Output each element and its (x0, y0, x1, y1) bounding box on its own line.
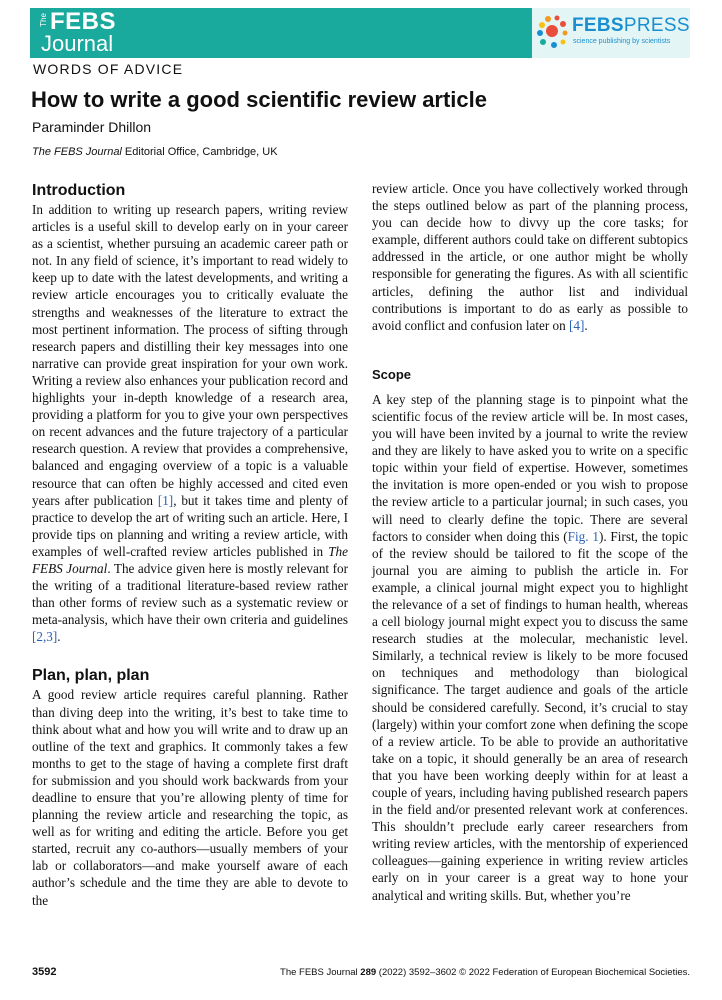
journal-logo-febs: FEBS (50, 8, 117, 35)
febs-press-tagline: science publishing by scientists (573, 38, 671, 45)
plan-heading: Plan, plan, plan (32, 667, 150, 685)
article-title: How to write a good scientific review article (31, 87, 488, 112)
right-column (372, 180, 688, 904)
affiliation-journal: The FEBS Journal (32, 146, 122, 158)
febs-press-dots-icon (536, 14, 572, 50)
scope-text-2: ). First, the topic of the review should be tailored to fit the scope of the journal you are aiming to publish the article in. For example, a clinical journal might expect you to highlight the relevance of a set of findings to human health, whereas a cell biology journal might expect you to discuss the same research studies at the molecular, mechanistic level. Similarly, a technical review is likely to be more focused on techniques and methodology than biological significance. The target audience and goals of the article should be considered carefully. Second, it’s crucial to stay (largely) within your comfort zone when defining the scope of a review article. To be able to provide an authoritative take on a topic, it should generally be an area of research that you have been working deeply within for at least a couple of years, including having published research papers in the field and/or presented relevant work at conferences. This shouldn’t preclude early career researchers from writing review articles, with the mentorship of experienced colleagues—gaining experience in writing review articles early on in your career is a great way to hone your analytical and writing skills. But, whether you’re (372, 528, 688, 903)
press-name-febs: FEBS (572, 15, 624, 36)
press-name-press: PRESS (623, 15, 690, 36)
citation-link-2-3[interactable]: [2,3] (32, 629, 58, 645)
footer-volume: 289 (360, 967, 377, 978)
figure-1-link[interactable]: Fig. 1 (567, 528, 599, 544)
journal-logo-the: The (39, 13, 48, 27)
cont-text-2: . (584, 317, 588, 333)
article-author[interactable]: Paraminder Dhillon (32, 119, 152, 135)
journal-name-italic: The FEBS Journal (32, 543, 348, 576)
febs-press-name[interactable] (572, 15, 690, 37)
intro-text-3: . The advice given here is mostly relevant for the writing of a traditional literature-based review rather than other forms of review such as a systematic review or meta-analysis, which have their own criteria and guidelines (32, 560, 348, 628)
introduction-heading: Introduction (32, 182, 126, 199)
plan-paragraph: A good review article requires careful planning. Rather than diving deep into the writing, it’s best to take time to think about what and how you will write and to draw up an outline of the text and graphics. It commonly takes a few months to get to the stage of having a complete first draft for submission and you should work backwards from your deadline to ensure that you’re allowing plenty of time for planning the review article and researching the topic, as well as for writing and editing the article. Before you get started, recruit any co-authors—usually members of your lab or collaborators—and make yourself aware of each author’s schedule and the time they are able to devote to the (32, 687, 348, 908)
left-column (32, 180, 348, 909)
intro-text-4: . (57, 629, 61, 645)
cont-text-1: review article. Once you have collectively worked through the steps outlined below as part of the planning process, you can decide how to divvy up the core tasks; for example, different authors could take on different subtopics addressed in the article, or one author might be wholly responsible for generating the figures. As with all scientific articles, defining the author list and individual contributions is important to do as early as possible to avoid conflict and confusion later on (372, 181, 688, 333)
introduction-paragraph (32, 201, 348, 645)
journal-logo-journal: Journal (41, 31, 114, 56)
intro-text-2: , but it takes time and plenty of practice to develop the art of writing such an article. Here, I provide tips on planning and writing a review article, with examples of well-crafted review articles published in (32, 492, 349, 559)
footer-rest: (2022) 3592–3602 © 2022 Federation of European Biochemical Societies. (376, 967, 690, 978)
scope-paragraph (372, 391, 688, 904)
footer-journal: The FEBS Journal (280, 967, 361, 978)
affiliation-rest: Editorial Office, Cambridge, UK (121, 146, 278, 158)
citation-link-4[interactable]: [4] (569, 317, 585, 333)
scope-text-1: A key step of the planning stage is to pinpoint what the scientific focus of the review article will be. In most cases, you will have been invited by a journal to write the review and they are likely to have asked you to write on a specific topic within your field of expertise. However, sometimes the invitation is more open-ended or you wish to propose the review article to a particular journal; in such cases, you will need to clearly define the topic. There are several factors to consider when doing this ( (372, 391, 688, 544)
page-number: 3592 (32, 966, 57, 978)
citation-link-1[interactable]: [1] (157, 492, 174, 508)
intro-text-1: In addition to writing up research papers, writing review articles is a useful skill to develop early on in your career as a scientist, whether pursuing an academic career path or not. In any field of science, it’s important to read widely to keep up to date with the latest developments, and writing a review article encourages you to critically evaluate the strengths and weaknesses of the literature to extract the most pertinent information. The process of sifting through research papers and distilling their key messages into one narrative can provide great inspiration for your own work. Writing a review also enhances your publication record and highlights your in-depth knowledge of a research area, providing a platform for you to give your own perspectives on recent advances and the future trajectory of a particular research question. A review that provides a comprehensive, balanced and engaging overview of a topic is a valuable resource that can often be highly accessed and cited even years after publication (32, 202, 348, 508)
author-affiliation (32, 146, 278, 158)
continued-paragraph (372, 180, 688, 334)
scope-heading: Scope (372, 366, 412, 382)
section-label: WORDS OF ADVICE (33, 61, 184, 77)
footer-citation (280, 967, 690, 978)
